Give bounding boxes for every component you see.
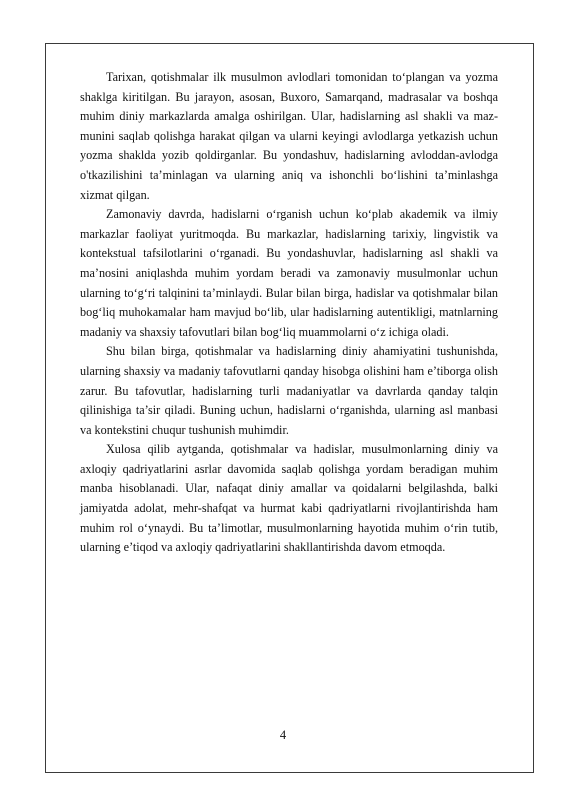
paragraph-3: Shu bilan birga, qotishmalar va hadislarning diniy ahamiyatini tushunishda, ularning shaxsiy va madaniy tafovutlarni qanday hisobga olishini ham e’tiborga olish zarur. Bu tafovutlar, hadislarning turli madaniyatlar va davrlarda qanday talqin qilinishiga ta’sir qiladi. Buning uchun, hadislarni o‘rganishda, ularning asl manbasi va kontekstini chuqur tushunish muhimdir. xyxy=(80,344,498,437)
page-number: 4 xyxy=(279,728,287,742)
paragraph-1: Tarixan, qotishmalar ilk musulmon avlodlari tomonidan to‘plangan va yozma shaklga kiritilgan. Bu jarayon, asosan, Buxoro, Samarqand, madrasalar va boshqa muhim diniy markazlarda amalga oshirilgan. Ular, hadislarning asl shakli va mazmunini saqlab qolishga harakat qilgan va ularni keyingi avlodlarga yetkazish uchun yozma shaklda yozib qoldirganlar. Bu yondashuv, hadislarning avloddan-avlodga o'tkazilishini ta’minlagan va ularning aniq va ishonchli bo‘lishini ta’minlashga xizmat qilgan. xyxy=(80,70,498,202)
paragraph-4: Xulosa qilib aytganda, qotishmalar va hadislar, musulmonlarning diniy va axloqiy qadriyatlarini asrlar davomida saqlab qolishga yordam beradigan muhim manba hisoblanadi. Ular, nafaqat diniy amallar va qoidalarni belgilashda, balki jamiyatda adolat, mehr-shafqat va hurmat kabi qadriyatlarni rivojlantirishda ham muhim rol o‘ynaydi. Bu ta’limotlar, musulmonlarning hayotida muhim o‘rin tutib, ularning e’tiqod va axloqiy qadriyatlarini shakllantirishda davom etmoqda. xyxy=(80,442,498,555)
paragraph-2: Zamonaviy davrda, hadislarni o‘rganish uchun ko‘plab akademik va ilmiy markazlar faoliyat yuritmoqda. Bu markazlar, hadislarning tarixiy, lingvistik va kontekstual tafsilotlarini o‘rganadi. Bu yondashuvlar, hadislarning asl shakli va ma’nosini aniqlashda muhim yordam beradi va zamonaviy musulmonlar uchun ularning to‘g‘ri talqinini ta’minlaydi. Bular bilan birga, hadislar va qotishmalar bilan bog‘liq muhokamalar ham mavjud bo‘lib, ular hadislarning autentikligi, matnlarning madaniy va shaxsiy tafovutlari bilan bog‘liq muammolarni o‘z ichiga oladi. xyxy=(80,207,498,339)
body-text xyxy=(80,68,498,558)
